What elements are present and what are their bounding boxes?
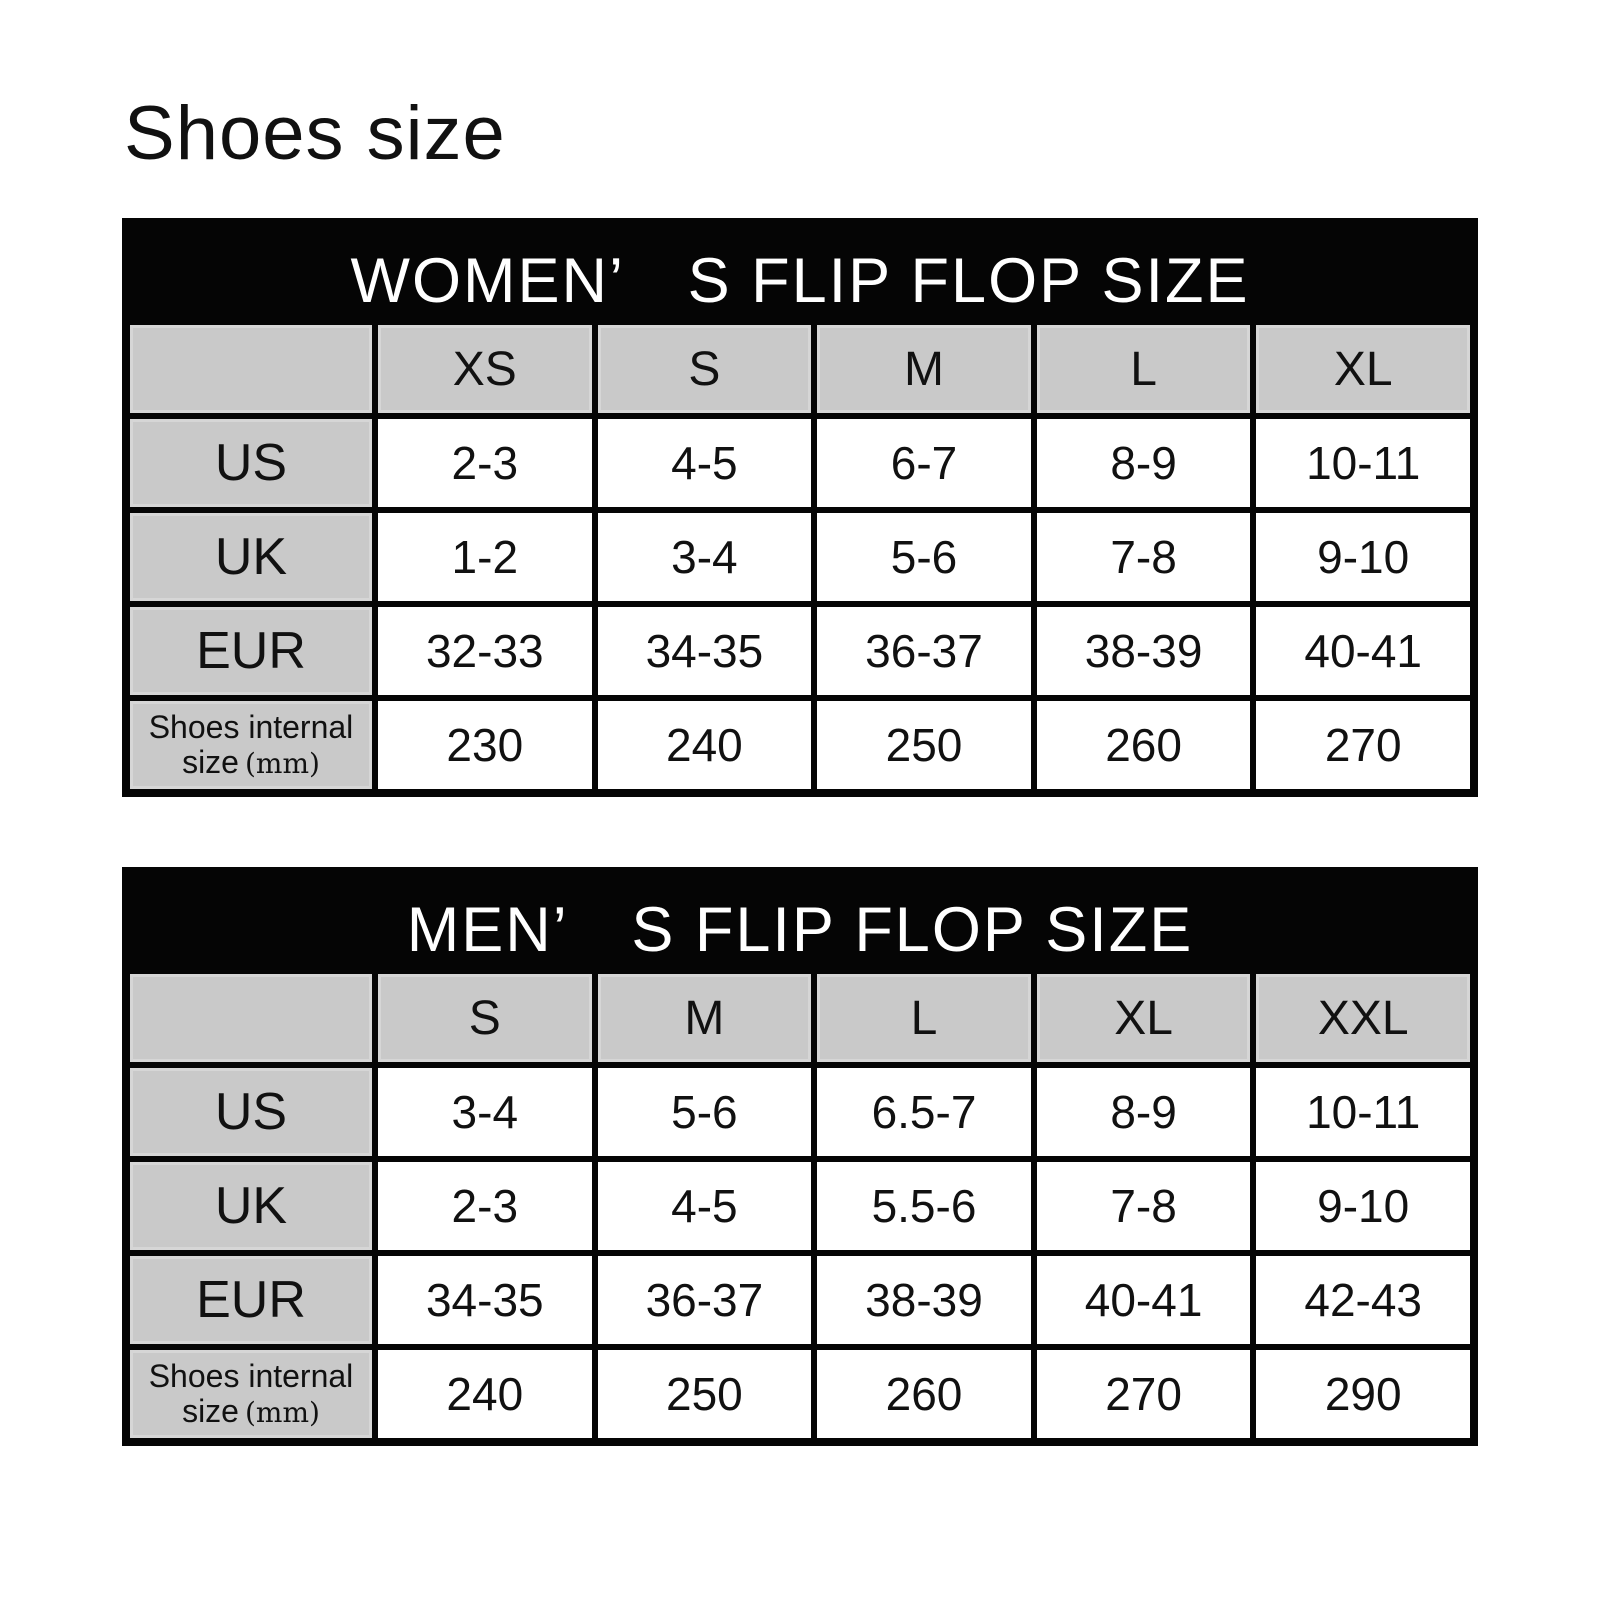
mens-col-header-m: M	[598, 974, 812, 1062]
womens-col-header-s: S	[598, 325, 812, 413]
table-cell: 250	[598, 1350, 812, 1438]
table-cell: 40-41	[1037, 1256, 1251, 1344]
table-cell: 8-9	[1037, 1068, 1251, 1156]
table-cell: 7-8	[1037, 513, 1251, 601]
mens-row-label-internal-size	[130, 1350, 372, 1438]
internal-size-unit: (mm)	[244, 747, 320, 780]
womens-row-label-us: US	[130, 419, 372, 507]
mens-table-grid	[130, 974, 1470, 1438]
womens-size-table	[122, 218, 1478, 797]
table-cell: 32-33	[378, 607, 592, 695]
mens-row-label-eur: EUR	[130, 1256, 372, 1344]
table-cell: 230	[378, 701, 592, 789]
internal-size-label-line2: size (mm)	[182, 744, 320, 780]
table-cell: 5-6	[598, 1068, 812, 1156]
table-cell: 10-11	[1256, 1068, 1470, 1156]
mens-col-header-s: S	[378, 974, 592, 1062]
table-cell: 40-41	[1256, 607, 1470, 695]
womens-col-header-l: L	[1037, 325, 1251, 413]
table-cell: 240	[378, 1350, 592, 1438]
womens-col-header-xs: XS	[378, 325, 592, 413]
table-cell: 36-37	[817, 607, 1031, 695]
table-cell: 270	[1037, 1350, 1251, 1438]
table-cell: 6-7	[817, 419, 1031, 507]
table-cell: 3-4	[598, 513, 812, 601]
table-cell: 4-5	[598, 1162, 812, 1250]
mens-row-label-uk: UK	[130, 1162, 372, 1250]
mens-row-label-us: US	[130, 1068, 372, 1156]
table-cell: 5-6	[817, 513, 1031, 601]
table-cell: 250	[817, 701, 1031, 789]
womens-table-title: WOMEN’ S FLIP FLOP SIZE	[350, 245, 1250, 316]
internal-size-unit: (mm)	[244, 1396, 320, 1429]
mens-size-table	[122, 867, 1478, 1446]
page-title: Shoes size	[124, 91, 506, 176]
table-cell: 4-5	[598, 419, 812, 507]
table-cell: 8-9	[1037, 419, 1251, 507]
table-cell: 10-11	[1256, 419, 1470, 507]
table-cell: 6.5-7	[817, 1068, 1031, 1156]
table-cell: 1-2	[378, 513, 592, 601]
table-cell: 42-43	[1256, 1256, 1470, 1344]
table-cell: 36-37	[598, 1256, 812, 1344]
womens-row-label-internal-size	[130, 701, 372, 789]
table-cell: 290	[1256, 1350, 1470, 1438]
table-cell: 34-35	[598, 607, 812, 695]
table-cell: 240	[598, 701, 812, 789]
table-cell: 7-8	[1037, 1162, 1251, 1250]
table-cell: 9-10	[1256, 513, 1470, 601]
table-cell: 2-3	[378, 1162, 592, 1250]
womens-row-label-eur: EUR	[130, 607, 372, 695]
table-cell: 260	[1037, 701, 1251, 789]
internal-size-label-line2: size (mm)	[182, 1393, 320, 1429]
mens-col-header-xxl: XXL	[1256, 974, 1470, 1062]
table-cell: 5.5-6	[817, 1162, 1031, 1250]
womens-row-label-uk: UK	[130, 513, 372, 601]
internal-size-label-line1: Shoes internal	[148, 709, 354, 746]
mens-col-header-xl: XL	[1037, 974, 1251, 1062]
womens-table-grid	[130, 325, 1470, 789]
table-cell: 9-10	[1256, 1162, 1470, 1250]
table-cell: 2-3	[378, 419, 592, 507]
table-cell: 38-39	[817, 1256, 1031, 1344]
table-cell: 270	[1256, 701, 1470, 789]
womens-corner-cell	[130, 325, 372, 413]
table-cell: 34-35	[378, 1256, 592, 1344]
internal-size-label-line1: Shoes internal	[148, 1358, 354, 1395]
womens-col-header-xl: XL	[1256, 325, 1470, 413]
table-cell: 260	[817, 1350, 1031, 1438]
womens-col-header-m: M	[817, 325, 1031, 413]
table-cell: 38-39	[1037, 607, 1251, 695]
mens-table-title: MEN’ S FLIP FLOP SIZE	[406, 894, 1194, 965]
mens-col-header-l: L	[817, 974, 1031, 1062]
mens-corner-cell	[130, 974, 372, 1062]
table-cell: 3-4	[378, 1068, 592, 1156]
